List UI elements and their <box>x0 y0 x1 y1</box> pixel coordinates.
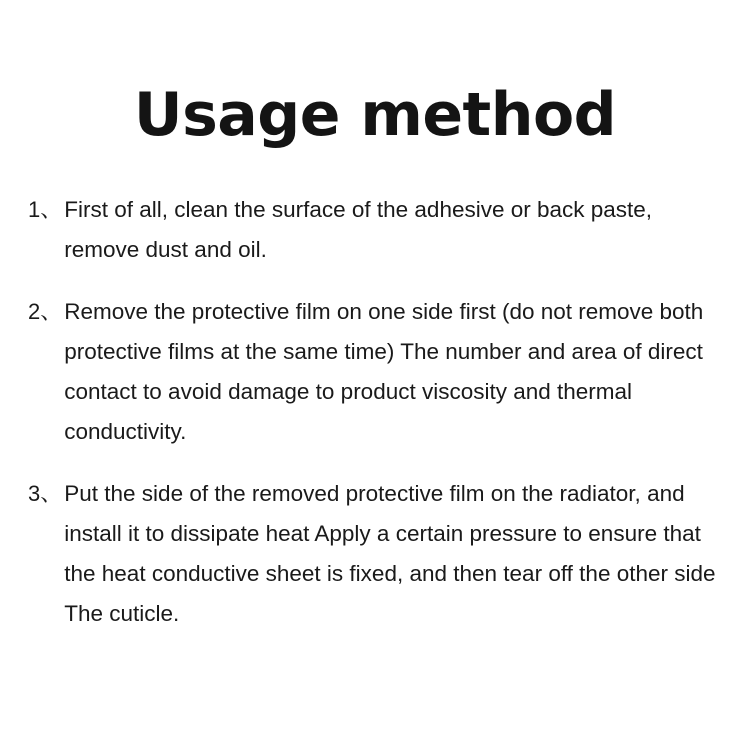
step-text: Remove the protective film on one side first (do not remove both protective films at the same time) The number and area of direct contact to avoid damage to product viscosity and thermal conductivity. <box>64 299 704 444</box>
step-marker: 1、 <box>28 197 63 222</box>
step-marker: 3、 <box>28 481 63 506</box>
list-item <box>28 190 720 270</box>
list-item <box>28 292 720 452</box>
step-text: Put the side of the removed protective film on the radiator, and install it to dissipate heat Apply a certain pressure to ensure that the heat conductive sheet is fixed, and then tear off the other side The cuticle. <box>64 481 716 626</box>
list-item <box>28 474 720 634</box>
step-text: First of all, clean the surface of the adhesive or back paste, remove dust and oil. <box>64 197 653 262</box>
page-title: Usage method <box>133 80 617 150</box>
step-marker: 2、 <box>28 299 63 324</box>
usage-steps-list <box>28 190 720 656</box>
